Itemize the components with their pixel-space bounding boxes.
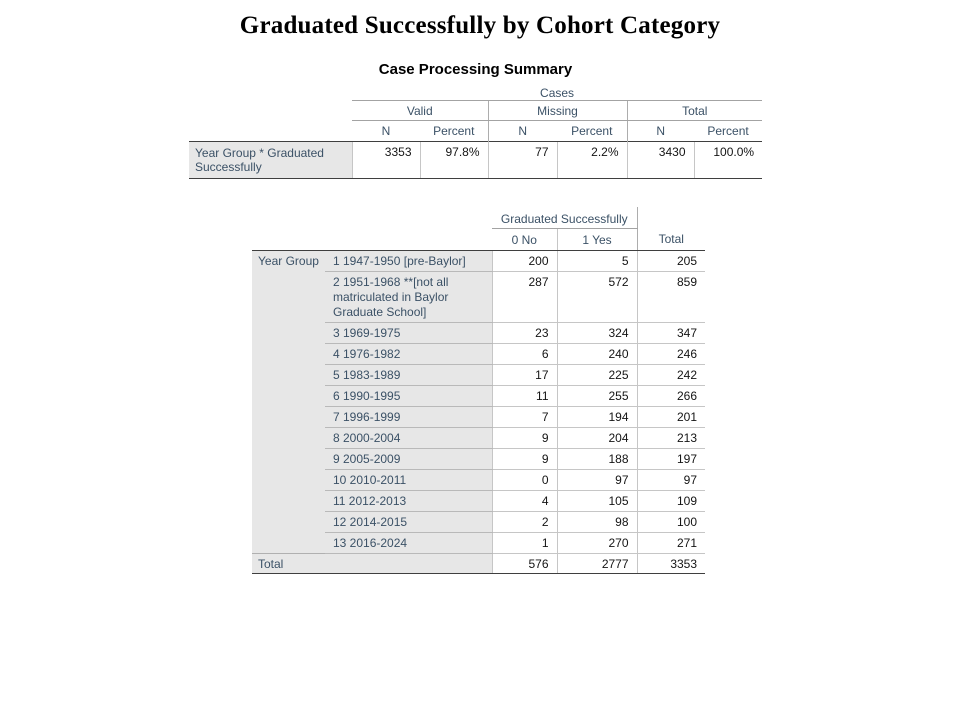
total-total-value: 3353 bbox=[637, 554, 705, 574]
category-label: 4 1976-1982 bbox=[325, 344, 492, 365]
missing-percent-value: 2.2% bbox=[557, 142, 627, 179]
no-value: 2 bbox=[492, 512, 557, 533]
category-label: 7 1996-1999 bbox=[325, 407, 492, 428]
no-value: 1 bbox=[492, 533, 557, 554]
corner-cell bbox=[189, 121, 352, 142]
category-label: 3 1969-1975 bbox=[325, 323, 492, 344]
total-n-value: 3430 bbox=[627, 142, 694, 179]
valid-percent-value: 97.8% bbox=[420, 142, 488, 179]
no-value: 23 bbox=[492, 323, 557, 344]
missing-percent-header: Percent bbox=[571, 124, 613, 138]
total-no-value: 576 bbox=[492, 554, 557, 574]
corner-cell bbox=[189, 84, 352, 101]
total-yes-value: 2777 bbox=[557, 554, 637, 574]
category-label: 11 2012-2013 bbox=[325, 491, 492, 512]
case-processing-summary bbox=[189, 62, 762, 179]
valid-group-header: Valid bbox=[352, 101, 488, 121]
category-label: 12 2014-2015 bbox=[325, 512, 492, 533]
graduated-successfully-spanner: Graduated Successfully bbox=[492, 207, 637, 229]
total-value: 100 bbox=[637, 512, 705, 533]
total-row bbox=[252, 554, 705, 574]
total-value: 197 bbox=[637, 449, 705, 470]
category-label: 6 1990-1995 bbox=[325, 386, 492, 407]
total-value: 97 bbox=[637, 470, 705, 491]
table-row bbox=[189, 142, 762, 179]
no-value: 7 bbox=[492, 407, 557, 428]
total-value: 109 bbox=[637, 491, 705, 512]
total-column-spacer bbox=[637, 207, 705, 229]
total-column-header: Total bbox=[637, 229, 705, 251]
no-column-header: 0 No bbox=[492, 229, 557, 251]
crosstab-table bbox=[252, 207, 705, 574]
corner-cell bbox=[252, 207, 492, 229]
case-processing-title: Case Processing Summary bbox=[378, 61, 573, 78]
corner-cell bbox=[252, 229, 492, 251]
total-value: 213 bbox=[637, 428, 705, 449]
no-value: 6 bbox=[492, 344, 557, 365]
no-value: 200 bbox=[492, 251, 557, 272]
no-value: 11 bbox=[492, 386, 557, 407]
total-value: 266 bbox=[637, 386, 705, 407]
valid-n-header: N bbox=[381, 124, 391, 138]
row-label: Year Group * Graduated Successfully bbox=[189, 142, 352, 179]
yes-value: 105 bbox=[557, 491, 637, 512]
category-label: 2 1951-1968 **[not all matriculated in Baylor Graduate School] bbox=[325, 272, 492, 323]
total-value: 246 bbox=[637, 344, 705, 365]
no-value: 287 bbox=[492, 272, 557, 323]
total-value: 242 bbox=[637, 365, 705, 386]
yes-column-header: 1 Yes bbox=[557, 229, 637, 251]
total-percent-header: Percent bbox=[707, 124, 749, 138]
no-value: 0 bbox=[492, 470, 557, 491]
total-n-header: N bbox=[627, 121, 694, 142]
crosstab bbox=[252, 207, 705, 574]
category-label: 1 1947-1950 [pre-Baylor] bbox=[325, 251, 492, 272]
corner-cell bbox=[189, 101, 352, 121]
yes-value: 204 bbox=[557, 428, 637, 449]
valid-n-value: 3353 bbox=[352, 142, 420, 179]
yes-value: 270 bbox=[557, 533, 637, 554]
category-label: 8 2000-2004 bbox=[325, 428, 492, 449]
category-label: 13 2016-2024 bbox=[325, 533, 492, 554]
total-row-label: Total bbox=[252, 554, 492, 574]
total-percent-value: 100.0% bbox=[694, 142, 762, 179]
page-title: Graduated Successfully by Cohort Category bbox=[239, 12, 721, 39]
valid-percent-header: Percent bbox=[433, 124, 475, 138]
row-group-label: Year Group bbox=[252, 251, 325, 554]
total-value: 201 bbox=[637, 407, 705, 428]
yes-value: 98 bbox=[557, 512, 637, 533]
yes-value: 572 bbox=[557, 272, 637, 323]
no-value: 9 bbox=[492, 449, 557, 470]
yes-value: 255 bbox=[557, 386, 637, 407]
total-value: 859 bbox=[637, 272, 705, 323]
yes-value: 5 bbox=[557, 251, 637, 272]
no-value: 17 bbox=[492, 365, 557, 386]
total-value: 271 bbox=[637, 533, 705, 554]
category-label: 10 2010-2011 bbox=[325, 470, 492, 491]
missing-n-header: N bbox=[488, 121, 557, 142]
yes-value: 225 bbox=[557, 365, 637, 386]
category-label: 5 1983-1989 bbox=[325, 365, 492, 386]
total-value: 205 bbox=[637, 251, 705, 272]
no-value: 9 bbox=[492, 428, 557, 449]
yes-value: 188 bbox=[557, 449, 637, 470]
case-processing-table bbox=[189, 84, 762, 179]
total-group-header: Total bbox=[627, 101, 762, 121]
missing-group-header: Missing bbox=[488, 101, 627, 121]
yes-value: 240 bbox=[557, 344, 637, 365]
total-value: 347 bbox=[637, 323, 705, 344]
crosstab-body bbox=[252, 251, 705, 554]
yes-value: 97 bbox=[557, 470, 637, 491]
cases-spanner: Cases bbox=[352, 84, 762, 101]
no-value: 4 bbox=[492, 491, 557, 512]
yes-value: 194 bbox=[557, 407, 637, 428]
yes-value: 324 bbox=[557, 323, 637, 344]
category-label: 9 2005-2009 bbox=[325, 449, 492, 470]
table-row bbox=[252, 251, 705, 272]
missing-n-value: 77 bbox=[488, 142, 557, 179]
